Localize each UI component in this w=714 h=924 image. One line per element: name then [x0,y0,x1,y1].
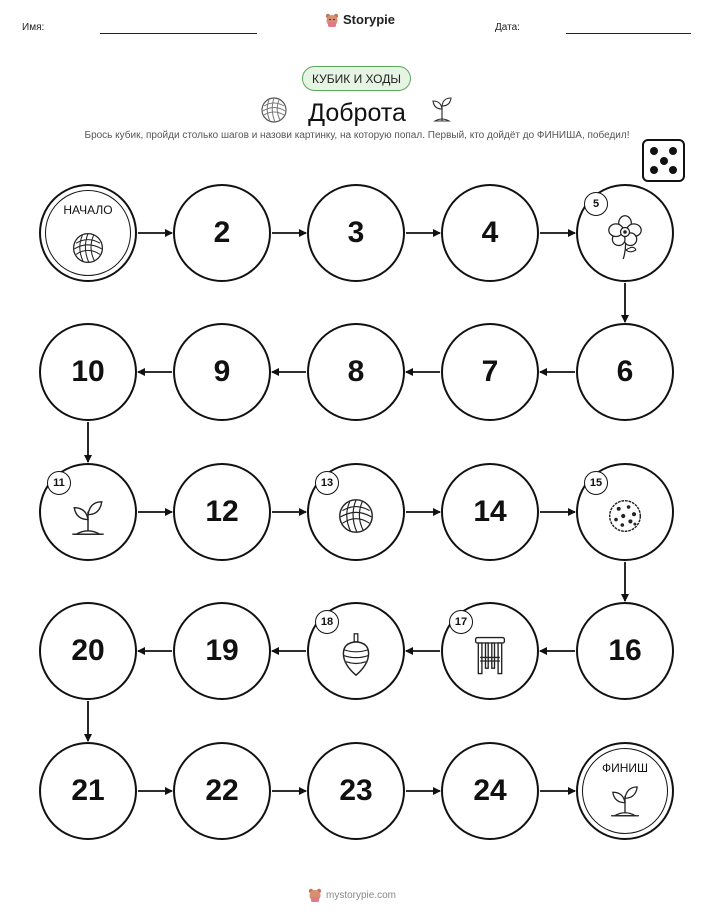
instructions: Брось кубик, пройди столько шагов и назови картинку, на которую попал. Первый, кто дойдёт до ФИНИША, победил! [84,130,630,141]
footer-url[interactable]: mystorypie.com [326,889,397,901]
brand-name: Storypie [343,12,396,27]
number-square [39,602,137,700]
number-square [441,463,539,561]
page-title: Доброта [308,99,406,127]
bear-icon [308,888,322,902]
number-square [307,323,405,421]
square-number: 3 [347,216,365,249]
number-square [441,184,539,282]
date-label: Дата: [495,22,520,33]
square-number: 10 [71,355,105,388]
picture-square [441,602,539,700]
sprout-icon [70,494,106,537]
square-number: 23 [339,774,373,807]
square-number: 4 [481,216,499,249]
square-number-badge: 17 [449,610,473,634]
spinning-top-icon [338,632,374,679]
finish-square [576,742,674,840]
square-number-badge: 5 [584,192,608,216]
square-number: 14 [473,495,507,528]
name-label: Имя: [22,22,45,33]
picture-square [307,602,405,700]
number-square [576,323,674,421]
number-square [441,323,539,421]
square-number: 24 [473,774,507,807]
picture-square [39,463,137,561]
number-square [173,463,271,561]
square-number-badge: 15 [584,471,608,495]
square-number: 22 [205,774,239,807]
start-label: НАЧАЛО [63,203,113,217]
cookie-icon [607,498,643,534]
square-number-badge: 18 [315,610,339,634]
number-square [39,742,137,840]
square-number: 20 [71,634,105,667]
square-number: 16 [608,634,642,667]
yarn-ball-icon [338,498,374,534]
activity-badge: КУБИК И ХОДЫ [302,66,411,91]
number-square [173,742,271,840]
square-number: 21 [71,774,105,807]
number-square [173,184,271,282]
number-square [307,742,405,840]
number-square [39,323,137,421]
picture-square [576,463,674,561]
start-square [39,184,137,282]
flower-icon [607,214,643,261]
picture-square [576,184,674,282]
footer [308,888,396,902]
number-square [173,602,271,700]
finish-label: ФИНИШ [601,761,649,775]
picture-square [307,463,405,561]
number-square [307,184,405,282]
square-number: 6 [616,355,634,388]
square-number: 7 [481,355,499,388]
square-number: 12 [205,495,239,528]
square-number-badge: 13 [315,471,339,495]
square-number: 9 [213,355,231,388]
square-number: 19 [205,634,239,667]
stool-icon [472,634,508,675]
yarn-ball-icon [72,232,104,264]
square-number: 2 [213,216,231,249]
square-number-badge: 11 [47,471,71,495]
number-square [173,323,271,421]
number-square [576,602,674,700]
number-square [441,742,539,840]
square-number: 8 [347,355,365,388]
sprout-icon [609,780,641,818]
